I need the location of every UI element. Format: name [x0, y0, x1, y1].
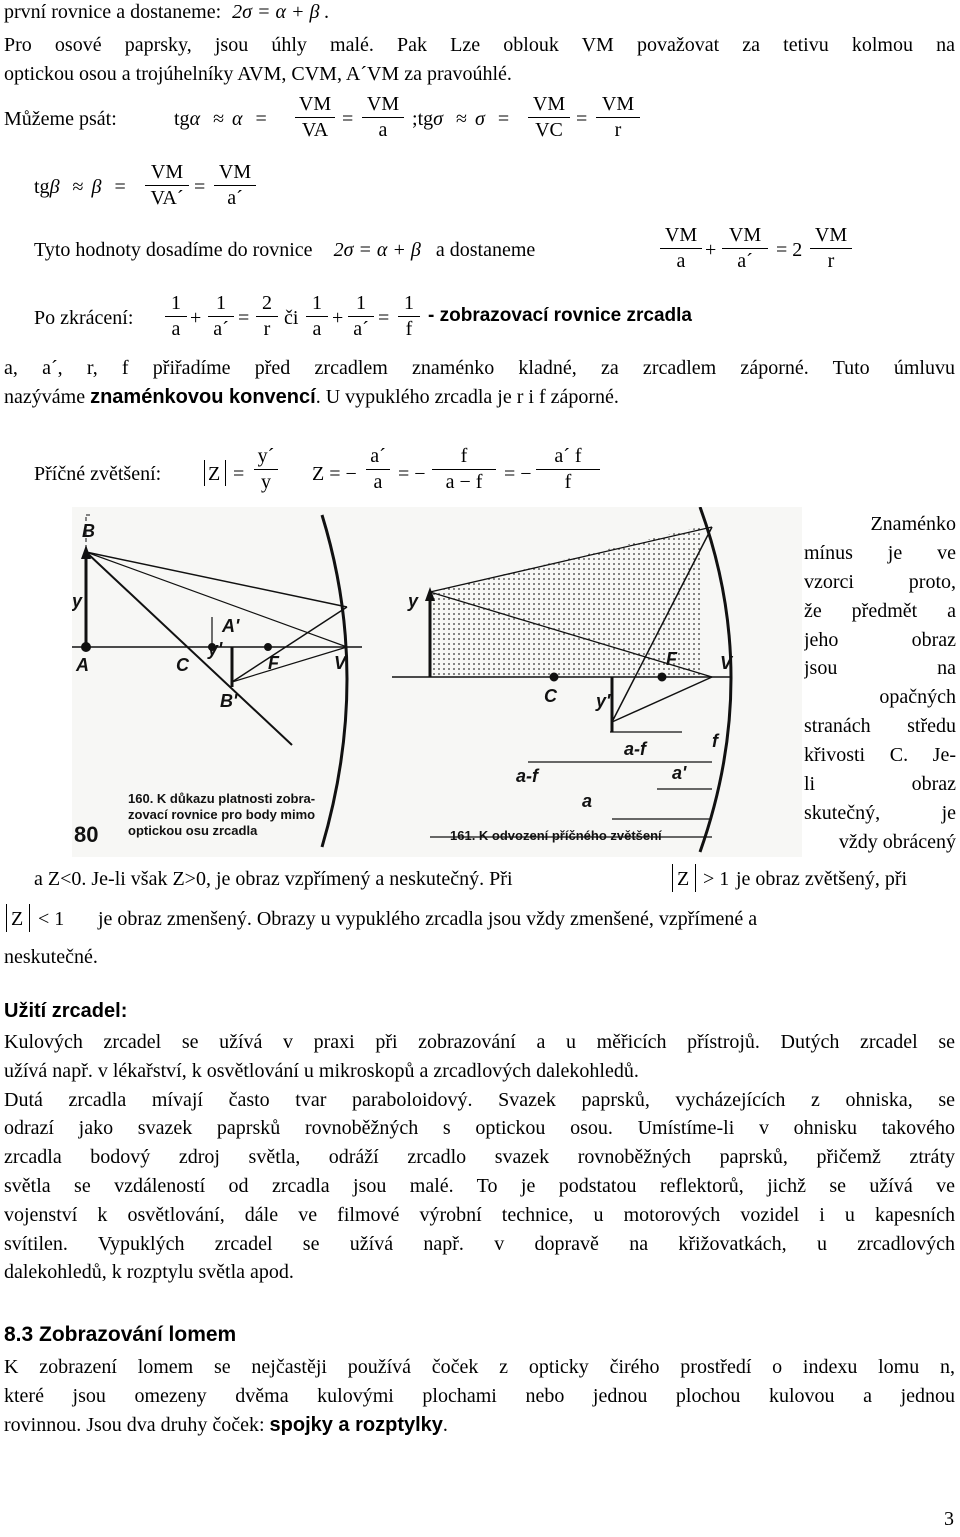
caption-160-line2: zovací rovnice pro body mimo [128, 807, 316, 822]
label-F: F [268, 653, 279, 673]
plus-sign: + [332, 307, 344, 329]
eq-sign: = [342, 108, 354, 130]
caption-161: 161. K odvození příčného zvětšení [450, 828, 662, 843]
side-line: mínus je ve [804, 541, 956, 564]
z-line1: a Z<0. Je-li však Z>0, je obraz vzpřímený a neskutečný. Při [34, 868, 513, 890]
intro-equation: 2σ = α + β . [232, 1, 330, 23]
label-y: y [72, 591, 83, 611]
z-symbol: Z [677, 868, 690, 890]
side-line: že předmět a [804, 599, 956, 622]
heading-lom: 8.3 Zobrazování lomem [4, 1323, 237, 1346]
frac-vm-va-prime: VM VA´ [145, 161, 189, 210]
text-line: Dutá zrcadla mívají často tvar paraboloidový. Svazek paprsků, vycházejících z ohniska, se [4, 1088, 955, 1111]
label-f: f [712, 731, 718, 751]
frac-1-f: 1 f [398, 292, 420, 341]
frac-1-a-prime: 1 a´ [208, 292, 234, 341]
text-line: odrazí jako svazek paprsků rovnoběžných s optickou osou. Umístíme-li v ohnisku takového [4, 1117, 955, 1140]
plus-sign: + [705, 239, 717, 261]
side-line: li obraz [804, 773, 956, 796]
side-line: jsou na [804, 657, 956, 680]
abs-bar [6, 904, 7, 932]
frac-vm-va: VM VA [295, 93, 335, 142]
label-B: B [82, 521, 95, 541]
frac-vm-a: VM a [660, 224, 702, 273]
frac-vm-vc: VM VC [528, 93, 570, 142]
tyto-line: Tyto hodnoty dosadíme do rovnice 2σ = α + β a dostaneme [34, 239, 536, 261]
label-A: A [76, 655, 89, 675]
z-symbol: Z [11, 908, 24, 930]
mirror-diagram [72, 507, 802, 857]
text-line: nazýváme znaménkovou konvencí. U vypuklého zrcadla je r i f záporné. [4, 385, 619, 408]
label-B-prime: B' [220, 691, 238, 711]
mozeme-label: Můžeme psát: [4, 108, 117, 130]
side-line: vždy obrácený [838, 830, 956, 853]
text-line: Pro osové paprsky, jsou úhly malé. Pak Lze oblouk VM považovat za tetivu kolmou na [4, 34, 955, 56]
abs-bar [225, 460, 226, 486]
text-line: a, a´, r, f přiřadíme před zrcadlem znaménko kladné, za zrcadlem záporné. Tuto úmluvu [4, 357, 955, 379]
label-a-minus-f: a-f [516, 766, 538, 786]
zobrazovaci-label: - zobrazovací rovnice zrcadla [428, 305, 692, 326]
label-a-f: a-f [624, 739, 646, 759]
text-line: vojenství k osvětlování, dále ve filmové výrobní technice, u motorových vozidel i u kapesních [4, 1203, 955, 1226]
label-V: V [334, 653, 347, 673]
paragraph-convention [4, 354, 955, 412]
pozkraceni-label: Po zkrácení: [34, 307, 134, 329]
z-eq: Z = − [312, 463, 357, 485]
text-line: svítilen. Vypuklých zrcadel se užívá např. v dopravě na křižovatkách, u zrcadlových [4, 1232, 955, 1255]
intro-text: první rovnice a dostaneme: [4, 1, 222, 23]
frac-f-a-minus-f: f a − f [432, 445, 496, 494]
frac-y-prime-y: y´ y [254, 445, 278, 494]
text-line: rovinnou. Jsou dva druhy čoček: spojky a rozptylky. [4, 1413, 448, 1436]
label-A-prime: A' [222, 616, 240, 636]
frac-vm-r: VM r [596, 93, 640, 142]
text-line: užívá např. v lékařství, k osvětlování u mikroskopů a zrcadlových dalekohledů. [4, 1059, 639, 1082]
label-a-prime-161: a' [672, 763, 687, 783]
label-F-161: F [666, 649, 677, 669]
z-line3: neskutečné. [4, 946, 98, 968]
point-F-161 [659, 674, 666, 681]
pricne-label: Příčné zvětšení: [34, 463, 162, 485]
abs-bar [672, 864, 673, 892]
eq-sign: = [238, 307, 250, 329]
eq-minus: = − [398, 463, 426, 485]
text-line: Kulových zrcadel se užívá v praxi při zobrazování a u měřicích přístrojů. Dutých zrcadel se [4, 1031, 955, 1053]
eq-sign: = [194, 176, 206, 198]
frac-2-r: 2 r [256, 292, 278, 341]
label-y-prime: y' [208, 639, 223, 659]
label-C: C [176, 655, 189, 675]
point-C-161 [551, 674, 558, 681]
page-number: 3 [944, 1508, 954, 1530]
text-line: světla se vzdáleností od zrcadla jsou malé. To je podstatou reflektorů, jichž se užívá ve [4, 1174, 955, 1197]
abs-bar [695, 864, 696, 892]
side-line: jeho obraz [804, 628, 956, 651]
side-line: vzorci proto, [804, 570, 956, 593]
frac-a-prime-a: a´ a [366, 445, 390, 494]
mirror-figures [72, 507, 802, 857]
z-line1b: je obraz zvětšený, při [736, 868, 908, 890]
abs-bar [204, 460, 205, 486]
frac-1-a: 1 a [165, 292, 187, 341]
frac-a-prime-f-f: a´ f f [536, 445, 600, 494]
frac-vm-a: VM a [362, 93, 404, 142]
eq-tg-beta: tgβ ≈ β = [34, 176, 126, 198]
caption-160-line1: 160. K důkazu platnosti zobra- [128, 791, 316, 806]
z-lt: < 1 [38, 908, 65, 930]
paragraph-uziti [4, 1028, 955, 1287]
label-C-161: C [544, 686, 557, 706]
frac-vm-a-prime: VM a´ [214, 161, 256, 210]
text-line: optickou osou a trojúhelníky AVM, CVM, A´VM za pravoúhlé. [4, 62, 512, 85]
frac-vm-a-prime: VM a´ [722, 224, 768, 273]
side-line: opačných [879, 686, 956, 709]
heading-uziti: Užití zrcadel: [4, 1000, 128, 1022]
side-line: Znaménko [870, 513, 956, 535]
side-line: křivosti C. Je- [804, 744, 956, 767]
eq-tg-sigma: ;tgσ ≈ σ = [412, 108, 510, 130]
label-a-161: a [582, 791, 593, 811]
ci-word: či [284, 307, 299, 329]
text-line: které jsou omezeny dvěma kulovými plochami nebo jednou plochou kulovou a jednou [4, 1384, 955, 1407]
intro-line [4, 0, 329, 24]
point-A [82, 643, 90, 651]
point-F [265, 644, 271, 650]
text-line: zrcadla bodový zdroj světla, odráží zrcadlo svazek rovnoběžných paprsků, přičemž ztráty [4, 1146, 955, 1169]
caption-160-line3: optickou osu zrcadla [128, 823, 258, 838]
scan-page-number: 80 [74, 822, 99, 847]
text-line: dalekohledů, k rozptylu světla apod. [4, 1261, 294, 1284]
label-y-prime-161: y' [596, 691, 611, 711]
frac-1-a: 1 a [306, 292, 328, 341]
frac-1-a-prime: 1 a´ [348, 292, 374, 341]
label-y-161: y [408, 591, 419, 611]
abs-bar [29, 904, 30, 932]
frac-vm-r: VM r [810, 224, 852, 273]
label-V-161: V [720, 653, 733, 673]
paragraph-axial-rays [4, 31, 955, 89]
side-line: skutečný, je [804, 801, 956, 824]
eq-sign: = [576, 108, 588, 130]
eq-sign: = [233, 463, 245, 485]
plus-sign: + [190, 307, 202, 329]
z-line2: je obraz zmenšený. Obrazy u vypuklého zrcadla jsou vždy zmenšené, vzpřímené a [98, 908, 758, 930]
side-line: stranách středu [804, 715, 956, 738]
z-gt: > 1 [703, 868, 730, 890]
paragraph-lom [4, 1353, 955, 1439]
eq-minus: = − [504, 463, 532, 485]
eq-tg-alpha: tgα ≈ α = [174, 108, 267, 130]
z-symbol: Z [208, 463, 221, 485]
side-text [804, 510, 956, 857]
text-line: K zobrazení lomem se nejčastěji používá čoček z opticky čirého prostředí o indexu lomu n, [4, 1356, 955, 1378]
eq-two: = 2 [776, 239, 803, 261]
eq-sign: = [378, 307, 390, 329]
